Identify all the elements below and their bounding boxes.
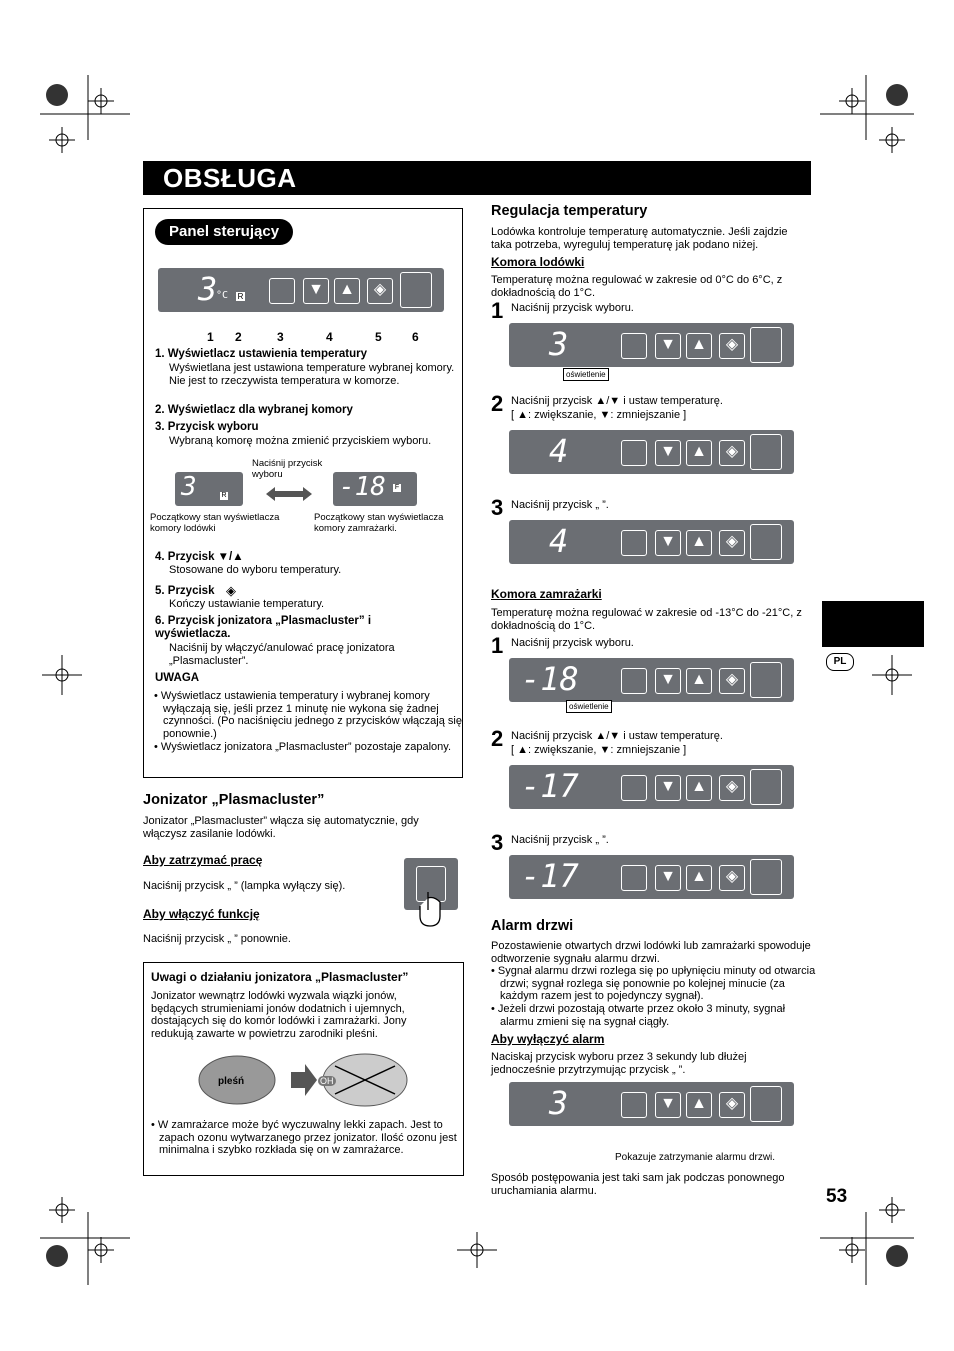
callout-6: 6 (412, 330, 419, 344)
notes-bullet: • W zamrażarce może być wyczuwalny lekki zapach. Jest to zapach ozonu wytwarzanego przez jonizator. Ilość ozonu jest minimalna i szybko rozkłada się on w zamrażarce. (151, 1119, 457, 1156)
down-button[interactable]: ▼ (655, 775, 681, 801)
item-3-heading: 3. Przycisk wyboru (155, 421, 259, 433)
up-button[interactable]: ▲ (686, 668, 712, 694)
set-button[interactable]: ◈ (719, 440, 745, 466)
note-bullet-2: • Wyświetlacz jonizatora „Plasmacluster” pozostaje zapalony. (154, 741, 451, 753)
note-bullet-1: • Wyświetlacz ustawienia temperatury i wybranej komory wyłączają się, jeśli przez 1 minutę nie wykona się żadnej czynności. (Po naciśnięciu jednego z przycisków włączają się ponownie.) (154, 690, 462, 740)
hand-icon (418, 890, 446, 930)
compartment-indicator: R (237, 292, 244, 301)
set-button[interactable]: ◈ (719, 865, 745, 891)
select-button[interactable] (621, 865, 647, 891)
freezer-step2-temp: -17 (521, 767, 579, 805)
page-number: 53 (826, 1186, 848, 1207)
set-icon: ◈ (226, 583, 236, 598)
freezer-mini-f: F (394, 484, 400, 491)
alarm-temp: 3 (549, 1084, 569, 1122)
down-button[interactable]: ▼ (655, 440, 681, 466)
select-button[interactable] (269, 278, 295, 304)
set-button[interactable]: ◈ (719, 333, 745, 359)
final-text: Sposób postępowania jest taki sam jak podczas ponownego uruchamiania alarmu. (491, 1172, 785, 1197)
select-button[interactable] (621, 775, 647, 801)
down-button[interactable]: ▼ (655, 865, 681, 891)
select-button[interactable] (621, 1092, 647, 1118)
set-button[interactable]: ◈ (367, 278, 393, 304)
plasmacluster-button[interactable] (750, 524, 782, 560)
on-heading: Aby włączyć funkcję (143, 907, 260, 921)
up-button[interactable]: ▲ (686, 1092, 712, 1118)
freezer-step1-temp: -18 (521, 660, 579, 698)
callout-1: 1 (207, 330, 214, 344)
fridge-mini-temp: 3 (181, 472, 197, 502)
stop-heading: Aby zatrzymać pracę (143, 853, 263, 867)
ionizer-text: Jonizator „Plasmacluster” włącza się automatycznie, gdy włączysz zasilanie lodówki. (143, 815, 419, 840)
step-3-text: Naciśnij przycisk „ ”. (511, 499, 609, 511)
callout-3: 3 (277, 330, 284, 344)
freezer-state-caption: Początkowy stan wyświetlacza komory zamrażarki. (314, 512, 444, 534)
plasmacluster-button[interactable] (750, 1086, 782, 1122)
alarm-off-heading: Aby wyłączyć alarm (491, 1032, 605, 1046)
deg-unit: °C (216, 290, 229, 301)
control-panel-display (158, 268, 444, 312)
mold-label: pleśń (218, 1076, 245, 1087)
up-button[interactable]: ▲ (686, 333, 712, 359)
freezer-step3-temp: -17 (521, 857, 579, 895)
notes-text: Jonizator wewnątrz lodówki wyzwala wiązki jonów, będących strumieniami jonów dodatnich i ujemnych, dostających się do komór lodówki i zamrażarki. Jony redukują zawarte w powietrzu zarodniki pleśni. (151, 990, 407, 1040)
down-button[interactable]: ▼ (655, 530, 681, 556)
select-button[interactable] (621, 440, 647, 466)
page-title: OBSŁUGA (163, 163, 297, 193)
light-label-freezer: oświetlenie (566, 700, 612, 713)
select-button[interactable] (621, 668, 647, 694)
freezer-step-1-text: Naciśnij przycisk wyboru. (511, 637, 634, 649)
item-3-text: Wybraną komorę można zmienić przyciskiem wyboru. (169, 435, 432, 447)
freezer-step-3-number: 3 (491, 830, 504, 855)
set-button[interactable]: ◈ (719, 668, 745, 694)
freezer-mini-temp: -18 (339, 472, 386, 502)
plasmacluster-button[interactable] (750, 662, 782, 698)
fridge-step1-display (509, 323, 794, 367)
step-2-text: Naciśnij przycisk ▲/▼ i ustaw temperaturę. (511, 395, 723, 407)
up-button[interactable]: ▲ (686, 530, 712, 556)
down-button[interactable]: ▼ (303, 278, 329, 304)
alarm-text: Pozostawienie otwartych drzwi lodówki lub zamrażarki spowoduje odtworzenie sygnału alarmu drzwi. (491, 940, 811, 965)
freezer-step3-display (509, 855, 794, 899)
set-button[interactable]: ◈ (719, 530, 745, 556)
item-4-text: Stosowane do wyboru temperatury. (169, 564, 342, 576)
plasmacluster-button[interactable] (750, 434, 782, 470)
plasmacluster-button[interactable] (750, 327, 782, 363)
alarm-bullet-1: • Sygnał alarmu drzwi rozlega się po upłynięciu minuty od otwarcia drzwi; sygnał rozlega się ponownie po kolejnej minucie (za każdym razem jest to pojedynczy sygnał). (491, 965, 816, 1002)
fridge-step2-display (509, 430, 794, 474)
item-2-heading: 2. Wyświetlacz dla wybranej komory (155, 404, 353, 416)
freezer-step-3-text: Naciśnij przycisk „ ”. (511, 834, 609, 846)
set-button[interactable]: ◈ (719, 775, 745, 801)
item-5-text: Kończy ustawianie temperatury. (169, 598, 325, 610)
ionizer-button-illustration (404, 858, 458, 910)
fridge-step1-temp: 3 (549, 325, 569, 363)
fridge-step2-temp: 4 (549, 432, 569, 470)
regulation-heading: Regulacja temperatury (491, 203, 648, 219)
temp-readout: 3 (198, 270, 218, 308)
up-button[interactable]: ▲ (686, 865, 712, 891)
alarm-display (509, 1082, 794, 1126)
freezer-step2-display (509, 765, 794, 809)
up-button[interactable]: ▲ (686, 440, 712, 466)
language-tab (822, 601, 924, 647)
freezer-step-2-hint: [ ▲: zwiększanie, ▼: zmniejszanie ] (511, 744, 687, 756)
notes-heading: Uwagi o działaniu jonizatora „Plasmacluster” (151, 970, 409, 984)
freezer-step1-display (509, 658, 794, 702)
swap-arrow-icon (266, 487, 312, 501)
freezer-step-2-text: Naciśnij przycisk ▲/▼ i ustaw temperaturę. (511, 730, 723, 742)
up-button[interactable]: ▲ (686, 775, 712, 801)
item-1-text: Wyświetlana jest ustawiona temperature wybranej komory. Nie jest to rzeczywista temperatura w komorze. (169, 362, 455, 387)
step-2-number: 2 (491, 391, 504, 416)
step-3-number: 3 (491, 495, 504, 520)
callout-2: 2 (235, 330, 242, 344)
fridge-mini-r: R (221, 492, 227, 499)
alarm-stop-label: Pokazuje zatrzymanie alarmu drzwi. (615, 1152, 776, 1163)
freezer-mini-display (333, 472, 417, 506)
panel-heading: Panel sterujący (155, 219, 293, 245)
step-1-text: Naciśnij przycisk wyboru. (511, 302, 634, 314)
select-button[interactable] (621, 333, 647, 359)
plasmacluster-button[interactable] (400, 272, 432, 308)
plasmacluster-button[interactable] (750, 859, 782, 895)
down-button[interactable]: ▼ (655, 668, 681, 694)
step-1-number: 1 (491, 298, 504, 323)
up-button[interactable]: ▲ (334, 278, 360, 304)
fridge-heading: Komora lodówki (491, 255, 585, 269)
light-label: oświetlenie (563, 368, 609, 381)
select-button[interactable] (621, 530, 647, 556)
callout-5: 5 (375, 330, 382, 344)
oh-ion-label: OH (320, 1076, 334, 1086)
language-badge: PL (826, 653, 854, 671)
freezer-step-2-number: 2 (491, 726, 504, 751)
item-6-text: Naciśnij by włączyć/anulować pracę jonizatora „Plasmacluster”. (169, 642, 395, 667)
regulation-text: Lodówka kontroluje temperaturę automatycznie. Jeśli zajdzie taka potrzeba, wyreguluj temperaturę jak podano niżej. (491, 226, 788, 251)
alarm-heading: Alarm drzwi (491, 918, 574, 934)
fridge-mini-display (175, 472, 243, 506)
stop-text: Naciśnij przycisk „ ” (lampka wyłączy się). (143, 880, 346, 892)
press-select-label: Naciśnij przycisk wyboru (252, 458, 323, 480)
plasmacluster-button[interactable] (750, 769, 782, 805)
item-4-heading: 4. Przycisk ▼/▲ (155, 551, 244, 563)
down-button[interactable]: ▼ (655, 1092, 681, 1118)
item-5-heading: 5. Przycisk (155, 585, 215, 597)
fridge-step3-temp: 4 (549, 522, 569, 560)
freezer-heading: Komora zamrażarki (491, 587, 602, 601)
item-6-heading: 6. Przycisk jonizatora „Plasmacluster” i wyświetlacza. (155, 615, 372, 640)
ionizer-heading: Jonizator „Plasmacluster” (143, 792, 325, 808)
item-1-heading: 1. Wyświetlacz ustawienia temperatury (155, 348, 367, 360)
freezer-text: Temperaturę można regulować w zakresie od -13°C do -21°C, z dokładnością do 1°C. (491, 607, 802, 632)
title-bar (143, 161, 811, 195)
set-button[interactable]: ◈ (719, 1092, 745, 1118)
down-button[interactable]: ▼ (655, 333, 681, 359)
step-2-hint: [ ▲: zwiększanie, ▼: zmniejszanie ] (511, 409, 687, 421)
fridge-state-caption: Początkowy stan wyświetlacza komory lodówki (150, 512, 280, 534)
alarm-off-text: Naciskaj przycisk wyboru przez 3 sekundy lub dłużej jednocześnie przytrzymując przycisk „ ”. (491, 1051, 747, 1076)
note-heading: UWAGA (155, 672, 200, 684)
fridge-step3-display (509, 520, 794, 564)
callout-4: 4 (326, 330, 333, 344)
freezer-step-1-number: 1 (491, 633, 504, 658)
fridge-text: Temperaturę można regulować w zakresie od 0°C do 6°C, z dokładnością do 1°C. (491, 274, 783, 299)
alarm-bullet-2: • Jeżeli drzwi pozostają otwarte przez około 3 minuty, sygnał alarmu zmieni się na sygnał ciągły. (491, 1003, 786, 1028)
on-text: Naciśnij przycisk „ ” ponownie. (143, 933, 291, 945)
